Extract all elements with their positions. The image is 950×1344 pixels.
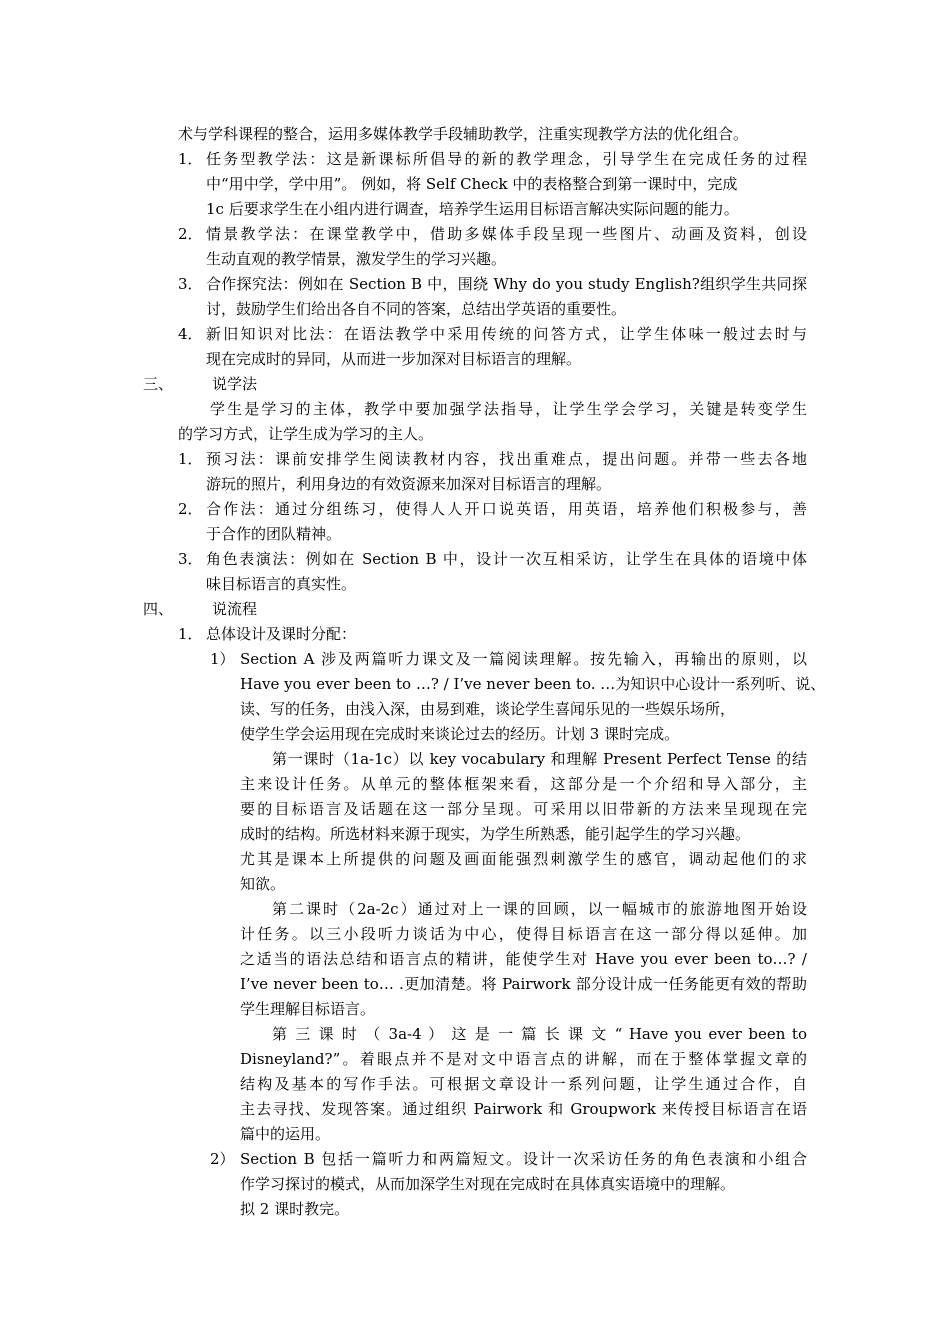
list-number: 3． (178, 550, 203, 568)
lesson-paragraph-line: 学生理解目标语言。 (240, 1000, 376, 1018)
sub-list-line: 使学生学会运用现在完成时来谈论过去的经历。计划 3 课时完成。 (240, 725, 680, 743)
lesson-paragraph-line: 主去寻找、发现答案。通过组织 Pairwork 和 Groupwork 来传授目标语言在语 (240, 1100, 807, 1118)
list-number: 1． (178, 150, 203, 168)
section-heading: 说学法 (212, 375, 258, 393)
lesson-paragraph-line: 之适当的语法总结和语言点的精讲，能使学生对 Have you ever been to…? / (240, 950, 807, 968)
list-item-line: 角色表演法：例如在 Section B 中，设计一次互相采访，让学生在具体的语境中体 (206, 550, 807, 568)
sub-list-line: 作学习探讨的模式，从而加深学生对现在完成时在具体真实语境中的理解。 (240, 1175, 736, 1193)
lesson-paragraph-line: 第一课时（1a-1c）以 key vocabulary 和理解 Present Perfect Tense 的结 (272, 750, 807, 768)
paragraph-line: 的学习方式，让学生成为学习的主人。 (178, 425, 434, 443)
lesson-paragraph-line: 结构及基本的写作手法。可根据文章设计一系列问题，让学生通过合作，自 (240, 1075, 807, 1093)
list-item-line: 合作探究法：例如在 Section B 中，围绕 Why do you study English?组织学生共同探 (206, 275, 807, 293)
sub-list-line: Section B 包括一篇听力和两篇短文。设计一次采访任务的角色表演和小组合 (240, 1150, 807, 1168)
list-number: 2． (178, 500, 203, 518)
sub-list-line: Have you ever been to …? / I’ve never been to. …为知识中心设计一系列听、说、 (240, 675, 826, 693)
list-item-line: 现在完成时的异同，从而进一步加深对目标语言的理解。 (206, 350, 582, 368)
lesson-paragraph-line: 成时的结构。所选材料来源于现实，为学生所熟悉，能引起学生的学习兴趣。 (240, 825, 751, 843)
lesson-paragraph-line: 知欲。 (240, 875, 286, 893)
lesson-paragraph-line: 要的目标语言及话题在这一部分呈现。可采用以旧带新的方法来呈现现在完 (240, 800, 807, 818)
section-number: 四、 (143, 600, 174, 618)
sub-list-number: 2） (210, 1150, 235, 1168)
list-item-line: 游玩的照片，利用身边的有效资源来加深对目标语言的理解。 (206, 475, 612, 493)
section-heading: 说流程 (212, 600, 258, 618)
list-item-line: 味目标语言的真实性。 (206, 575, 357, 593)
list-item-line: 中“用中学，学中用”。 例如，将 Self Check 中的表格整合到第一课时中，完成 (206, 175, 738, 193)
lesson-paragraph-line: 第二课时（2a-2c）通过对上一课的回顾，以一幅城市的旅游地图开始设 (272, 900, 807, 918)
list-number: 1． (178, 450, 203, 468)
subsection-heading: 总体设计及课时分配： (206, 625, 357, 643)
list-item-line: 于合作的团队精神。 (206, 525, 342, 543)
lesson-paragraph-line: 第 三 课 时 （ 3a-4 ） 这 是 一 篇 长 课 文 “ Have you ever been to (272, 1025, 807, 1043)
lesson-paragraph-line: 主来设计任务。从单元的整体框架来看，这部分是一个介绍和导入部分，主 (240, 775, 807, 793)
list-number: 2． (178, 225, 203, 243)
list-item-line: 合作法：通过分组练习，使得人人开口说英语，用英语，培养他们积极参与，善 (206, 500, 807, 518)
list-number: 1． (178, 625, 203, 643)
paragraph-line: 术与学科课程的整合，运用多媒体教学手段辅助教学，注重实现教学方法的优化组合。 (178, 125, 749, 143)
lesson-paragraph-line: Disneyland?”。着眼点并不是对文中语言点的讲解，而在于整体掌握文章的 (240, 1050, 807, 1068)
list-item-line: 情景教学法：在课堂教学中，借助多媒体手段呈现一些图片、动画及资料，创设 (206, 225, 807, 243)
sub-list-line: 拟 2 课时教完。 (240, 1200, 350, 1218)
sub-list-number: 1） (210, 650, 235, 668)
lesson-paragraph-line: 篇中的运用。 (240, 1125, 331, 1143)
list-number: 4． (178, 325, 203, 343)
lesson-paragraph-line: I’ve never been to… .更加清楚。将 Pairwork 部分设计成一任务能更有效的帮助 (240, 975, 807, 993)
list-item-line: 1c 后要求学生在小组内进行调查，培养学生运用目标语言解决实际问题的能力。 (206, 200, 739, 218)
paragraph-line: 学生是学习的主体，教学中要加强学法指导，让学生学会学习，关键是转变学生 (210, 400, 807, 418)
list-item-line: 讨，鼓励学生们给出各自不同的答案，总结出学英语的重要性。 (206, 300, 627, 318)
list-item-line: 生动直观的教学情景，激发学生的学习兴趣。 (206, 250, 507, 268)
list-item-line: 预习法：课前安排学生阅读教材内容，找出重难点，提出问题。并带一些去各地 (206, 450, 807, 468)
list-number: 3． (178, 275, 203, 293)
list-item-line: 任务型教学法：这是新课标所倡导的新的教学理念，引导学生在完成任务的过程 (206, 150, 807, 168)
sub-list-line: Section A 涉及两篇听力课文及一篇阅读理解。按先输入，再输出的原则，以 (240, 650, 807, 668)
section-number: 三、 (143, 375, 174, 393)
sub-list-line: 读、写的任务，由浅入深，由易到难，谈论学生喜闻乐见的一些娱乐场所， (240, 700, 736, 718)
list-item-line: 新旧知识对比法：在语法教学中采用传统的问答方式，让学生体味一般过去时与 (206, 325, 807, 343)
lesson-paragraph-line: 尤其是课本上所提供的问题及画面能强烈刺激学生的感官，调动起他们的求 (240, 850, 807, 868)
lesson-paragraph-line: 计任务。以三小段听力谈话为中心，使得目标语言在这一部分得以延伸。加 (240, 925, 807, 943)
